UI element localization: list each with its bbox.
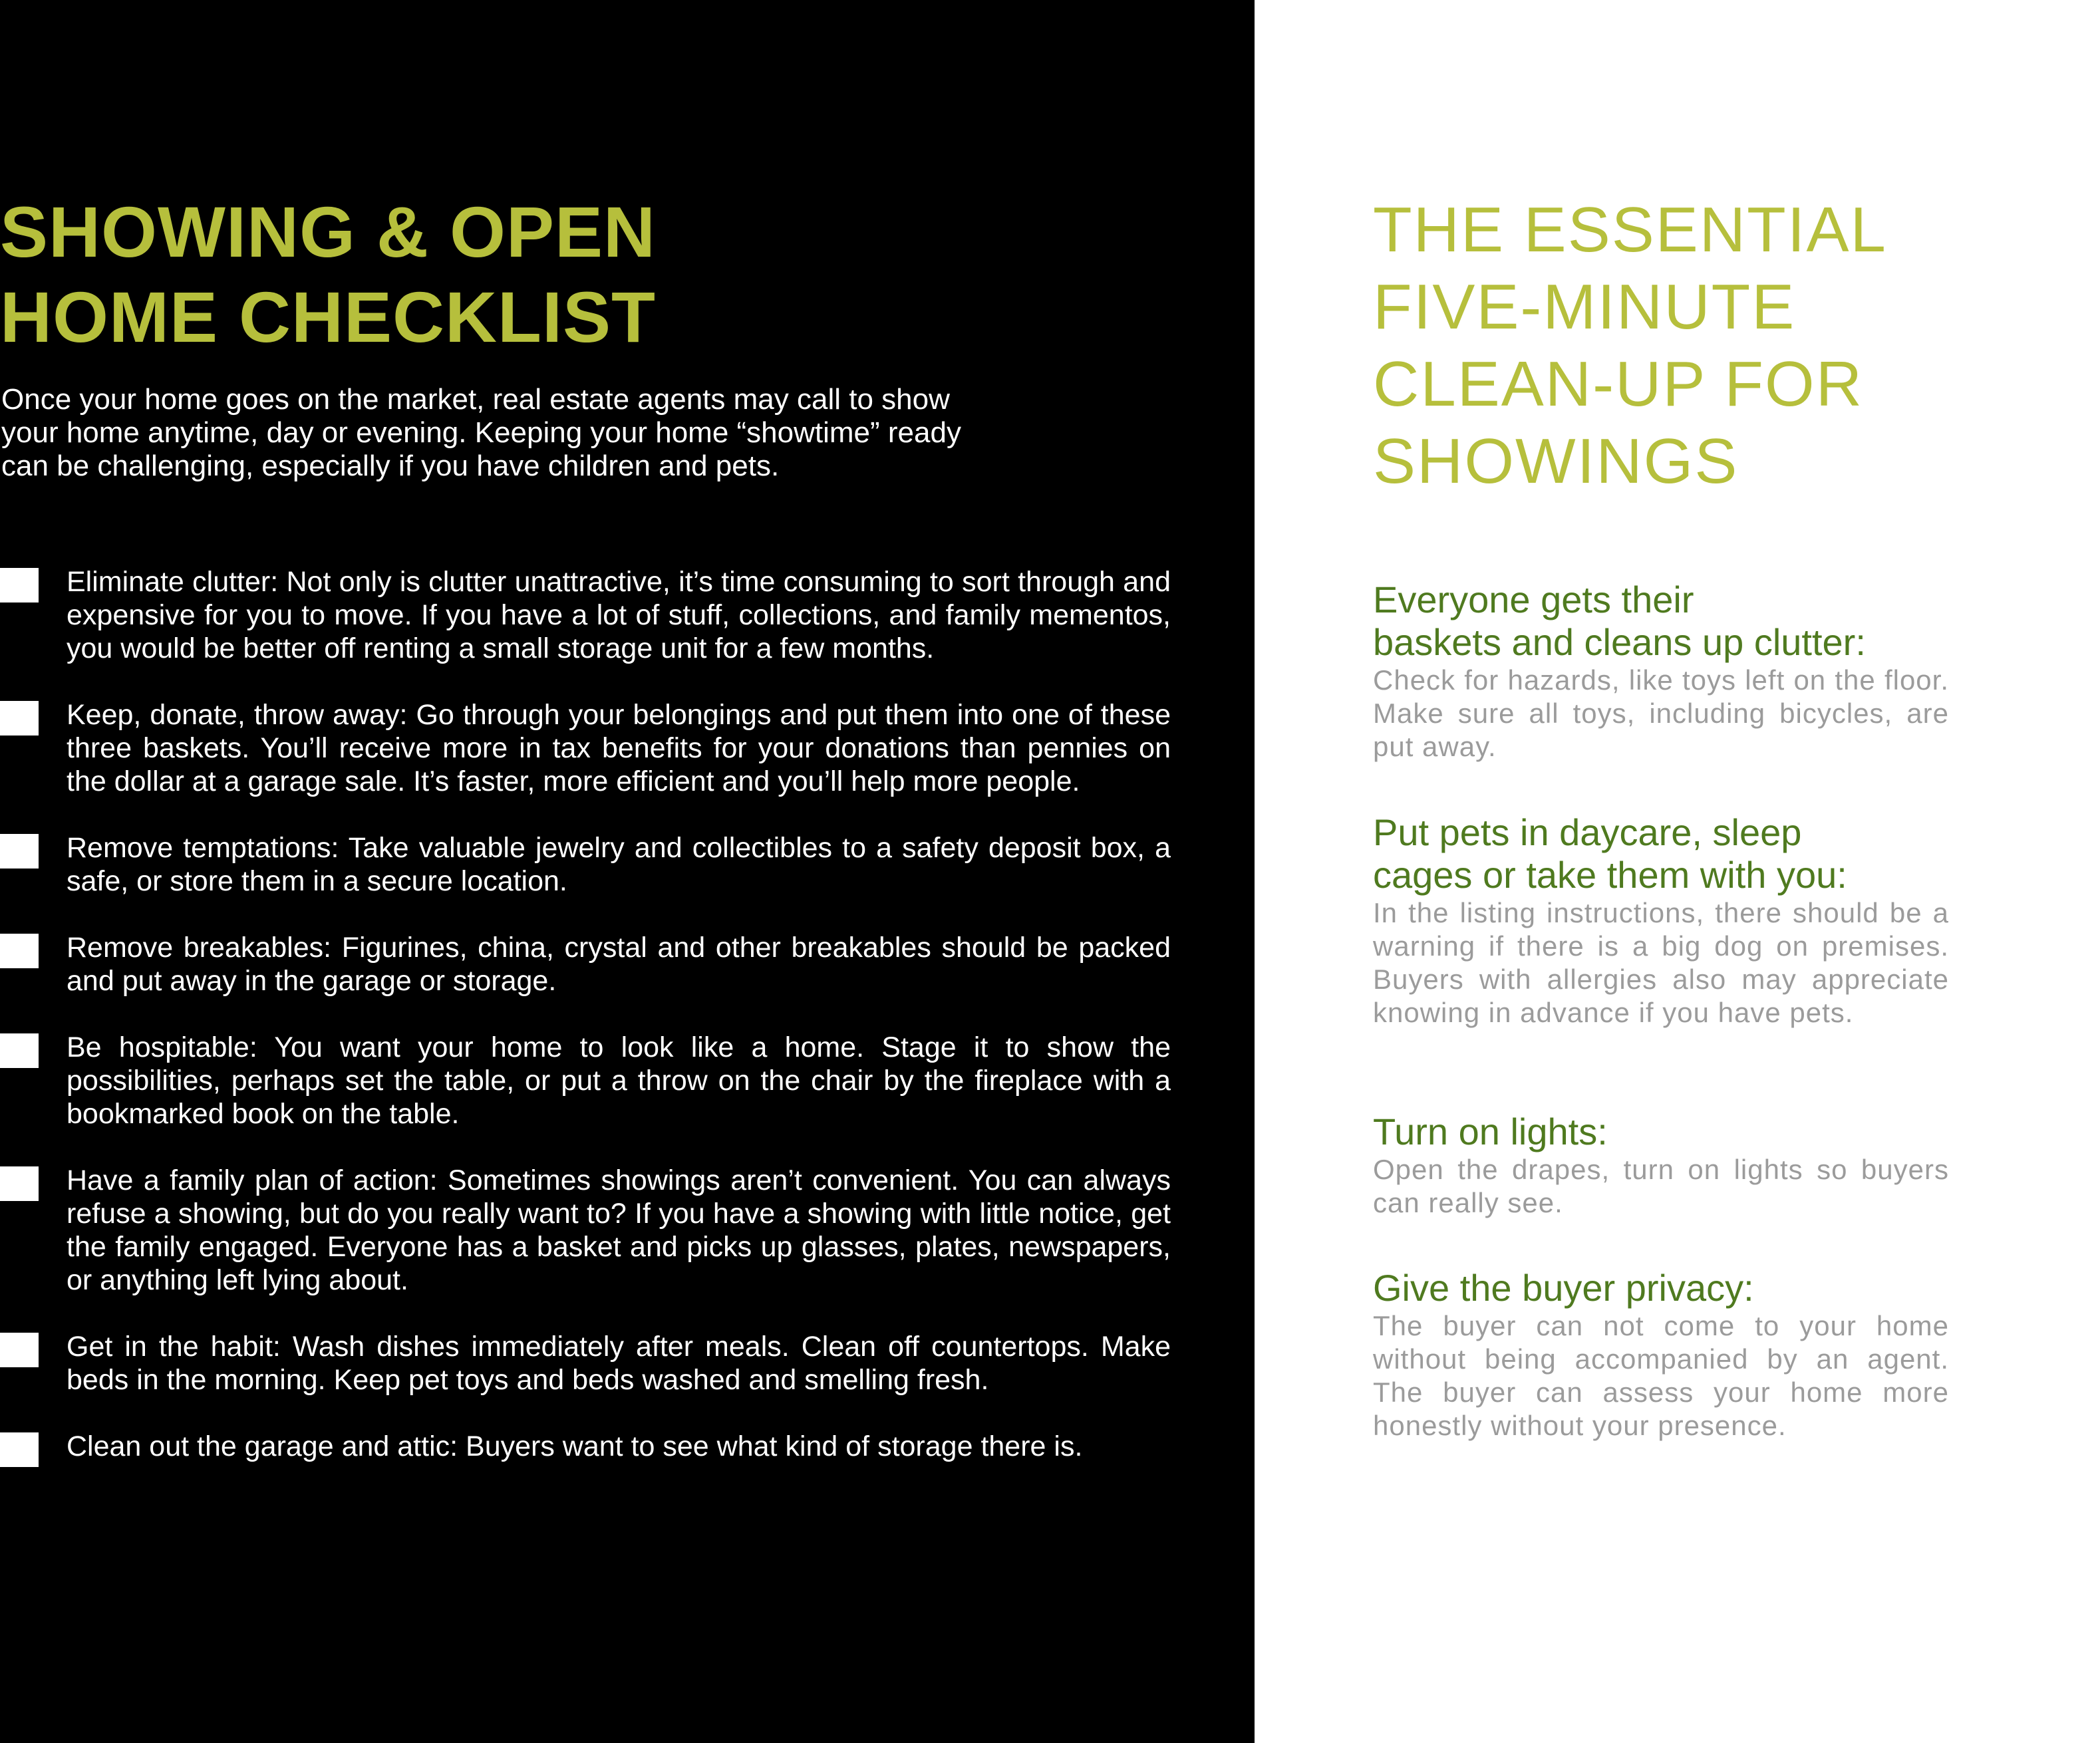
checkbox[interactable] xyxy=(0,934,39,968)
section-heading-line: cages or take them with you: xyxy=(1373,854,1847,896)
cleanup-section xyxy=(1373,1111,1949,1220)
checklist-item-text: Remove temptations: Take valuable jewelry and collectibles to a safety deposit box, a safe, or store them in a secure location. xyxy=(67,832,1171,897)
section-body: The buyer can not come to your home without being accompanied by an agent. The buyer can assess your home more honestly without your presence. xyxy=(1373,1310,1949,1441)
section-heading-line: Turn on lights: xyxy=(1373,1111,1608,1152)
checkbox[interactable] xyxy=(0,1333,39,1367)
checkbox[interactable] xyxy=(0,1166,39,1201)
checklist-item-text: Remove breakables: Figurines, china, crystal and other breakables should be packed and put away in the garage or storage. xyxy=(67,932,1171,997)
cleanup-section xyxy=(1373,579,1949,763)
checklist-item xyxy=(0,1031,1171,1131)
checklist-item-text: Get in the habit: Wash dishes immediately after meals. Clean off countertops. Make beds in the morning. Keep pet toys and beds washed and smelling fresh. xyxy=(67,1331,1171,1396)
section-heading-line: Put pets in daycare, sleep xyxy=(1373,811,1802,853)
section-heading xyxy=(1373,579,1949,664)
checklist-title xyxy=(0,190,865,360)
checklist-item-text: Clean out the garage and attic: Buyers want to see what kind of storage there is. xyxy=(67,1430,1083,1462)
checkbox[interactable] xyxy=(0,1033,39,1068)
cleanup-title-line: FIVE-MINUTE xyxy=(1373,271,1796,342)
cleanup-section xyxy=(1373,1267,1949,1442)
section-heading-line: Give the buyer privacy: xyxy=(1373,1267,1754,1309)
cleanup-title-line: CLEAN-UP FOR xyxy=(1373,348,1864,420)
section-heading xyxy=(1373,811,1949,896)
checklist xyxy=(0,565,1171,1496)
checklist-item xyxy=(0,565,1171,665)
checklist-item xyxy=(0,931,1171,998)
intro-line: Once your home goes on the market, real estate agents may call to show xyxy=(1,383,950,416)
section-body: Open the drapes, turn on lights so buyers can really see. xyxy=(1373,1154,1949,1218)
checklist-title-line: SHOWING & OPEN xyxy=(0,192,657,272)
section-body: In the listing instructions, there should be a warning if there is a big dog on premises. Buyers with allergies also may appreciate knowing in advance if you have pets. xyxy=(1373,897,1949,1028)
checklist-intro xyxy=(1,383,1092,483)
cleanup-title-line: SHOWINGS xyxy=(1373,426,1739,497)
checklist-item xyxy=(0,698,1171,798)
cleanup-title-line: THE ESSENTIAL xyxy=(1373,194,1887,265)
checkbox[interactable] xyxy=(0,1432,39,1467)
checkbox[interactable] xyxy=(0,834,39,869)
section-body: Check for hazards, like toys left on the floor. Make sure all toys, including bicycles, are put away. xyxy=(1373,664,1949,762)
checkbox[interactable] xyxy=(0,568,39,603)
section-heading-line: Everyone gets their xyxy=(1373,579,1694,620)
checklist-item xyxy=(0,1164,1171,1297)
section-heading xyxy=(1373,1267,1949,1309)
cleanup-section xyxy=(1373,811,1949,1029)
checklist-item-text: Eliminate clutter: Not only is clutter unattractive, it’s time consuming to sort through and expensive for you to move. If you have a lot of stuff, collections, and family mementos, you would be better off renting a small storage unit for a few months. xyxy=(67,566,1171,664)
intro-line: your home anytime, day or evening. Keeping your home “showtime” ready xyxy=(1,416,961,449)
checklist-item-text: Be hospitable: You want your home to look like a home. Stage it to show the possibilities, perhaps set the table, or put a throw on the chair by the fireplace with a bookmarked book on the table. xyxy=(67,1031,1171,1130)
checklist-item xyxy=(0,1430,1171,1463)
cleanup-title xyxy=(1373,192,2038,500)
checklist-item xyxy=(0,831,1171,898)
intro-line: can be challenging, especially if you have children and pets. xyxy=(1,450,780,482)
section-heading-line: baskets and cleans up clutter: xyxy=(1373,621,1866,663)
checklist-title-line: HOME CHECKLIST xyxy=(0,277,656,357)
checkbox[interactable] xyxy=(0,701,39,736)
checklist-item-text: Have a family plan of action: Sometimes showings aren’t convenient. You can always refuse a showing, but do you really want to? If you have a showing with little notice, get the family engaged. Everyone has a basket and picks up glasses, plates, newspapers, or anything left lying about. xyxy=(67,1164,1171,1296)
section-heading xyxy=(1373,1111,1949,1153)
checklist-item-text: Keep, donate, throw away: Go through your belongings and put them into one of these three baskets. You’ll receive more in tax benefits for your donations than pennies on the dollar at a garage sale. It’s faster, more efficient and you’ll help more people. xyxy=(67,699,1171,797)
checklist-item xyxy=(0,1330,1171,1397)
